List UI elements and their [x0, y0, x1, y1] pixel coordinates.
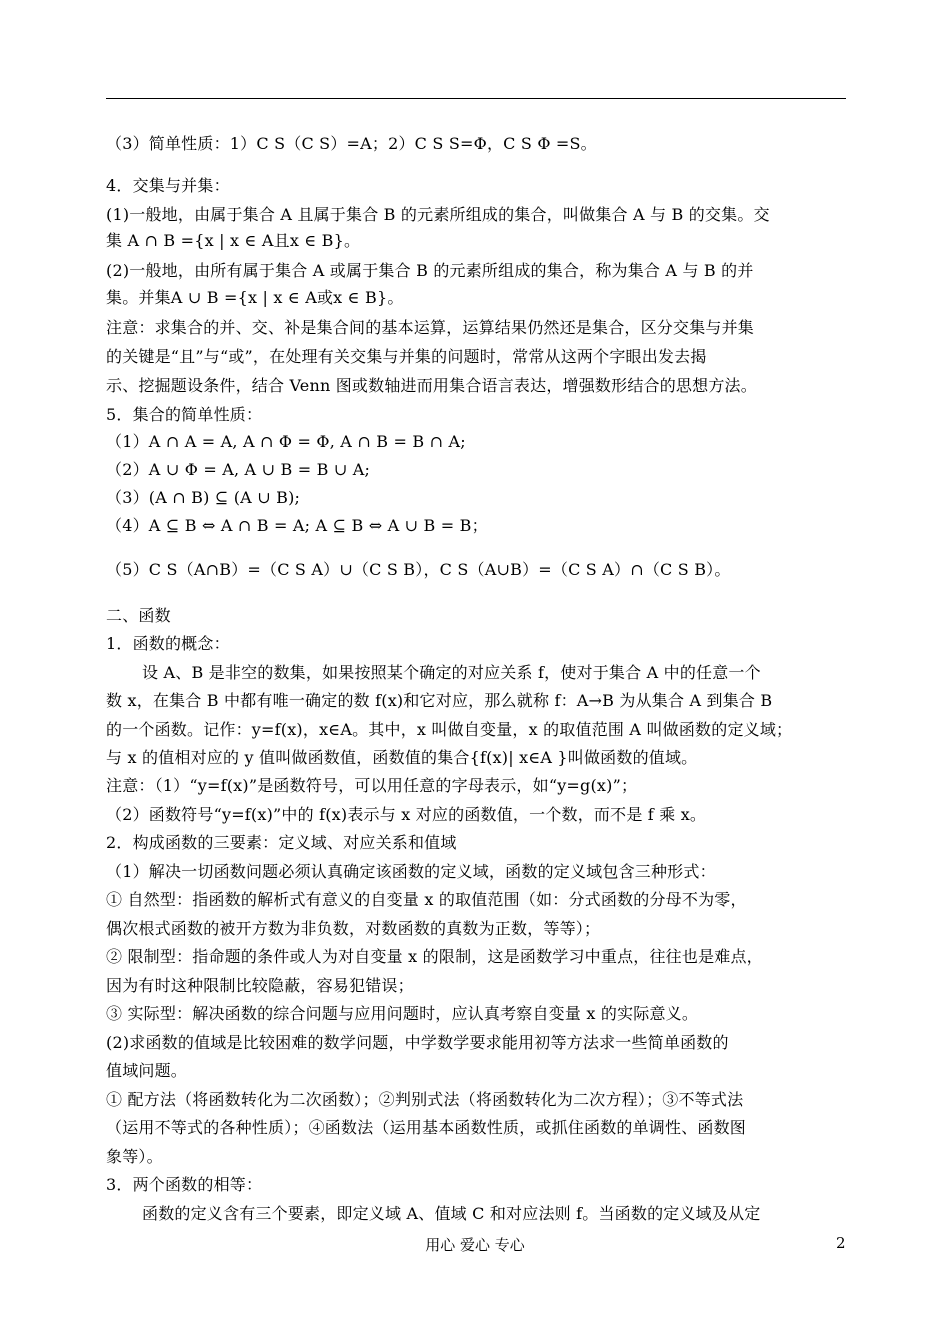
text-line: （3）简单性质：1）C S（C S）=A；2）C S S=Φ，C S Φ =S。: [106, 134, 597, 153]
text-line: 函数的定义含有三个要素，即定义域 A、值域 C 和对应法则 f。当函数的定义域及从定: [142, 1204, 761, 1223]
text-line: (2)一般地，由所有属于集合 A 或属于集合 B 的元素所组成的集合，称为集合 A 与 B 的并: [106, 261, 754, 280]
text-line: 二、函数: [106, 606, 171, 625]
text-line: 的关键是“且”与“或”，在处理有关交集与并集的问题时，常常从这两个字眼出发去揭: [106, 347, 707, 366]
text-line: （2）A ∪ Φ = A, A ∪ B = B ∪ A;: [106, 460, 371, 479]
text-line: （3）(A ∩ B) ⊆ (A ∪ B);: [106, 488, 301, 507]
text-line: 数 x，在集合 B 中都有唯一确定的数 f(x)和它对应，那么就称 f：A→B 为从集合 A 到集合 B: [106, 691, 773, 710]
text-line: 4．交集与并集：: [106, 176, 230, 195]
text-line: （5）C S（A∩B）=（C S A）∪（C S B），C S（A∪B）=（C S A）∩（C S B）。: [106, 560, 731, 579]
text-line: 偶次根式函数的被开方数为非负数，对数函数的真数为正数，等等）；: [106, 919, 601, 938]
text-line: 集。并集A ∪ B ={x | x ∈ A或x ∈ B}。: [106, 288, 404, 307]
page-number: 2: [836, 1234, 846, 1252]
text-line: ① 配方法（将函数转化为二次函数）；②判别式法（将函数转化为二次方程）；③不等式法: [106, 1090, 744, 1109]
text-line: ② 限制型：指命题的条件或人为对自变量 x 的限制，这是函数学习中重点，往往也是难点，: [106, 947, 763, 966]
text-line: 1．函数的概念：: [106, 634, 230, 653]
text-line: 设 A、B 是非空的数集，如果按照某个确定的对应关系 f，使对于集合 A 中的任意一个: [142, 663, 761, 682]
text-line: （1）A ∩ A = A, A ∩ Φ = Φ, A ∩ B = B ∩ A;: [106, 432, 466, 451]
text-line: （1）解决一切函数问题必须认真确定该函数的定义域，函数的定义域包含三种形式：: [106, 862, 716, 881]
text-line: 注意：（1）“y=f(x)”是函数符号，可以用任意的字母表示，如“y=g(x)”；: [106, 776, 638, 795]
text-line: (2)求函数的值域是比较困难的数学问题，中学数学要求能用初等方法求一些简单函数的: [106, 1033, 729, 1052]
text-line: （4）A ⊆ B ⇔ A ∩ B = A; A ⊆ B ⇔ A ∪ B = B；: [106, 516, 488, 535]
text-line: 注意：求集合的并、交、补是集合间的基本运算，运算结果仍然还是集合，区分交集与并集: [106, 318, 755, 337]
text-line: ③ 实际型：解决函数的综合问题与应用问题时，应认真考察自变量 x 的实际意义。: [106, 1004, 699, 1023]
text-line: 示、挖掘题设条件，结合 Venn 图或数轴进而用集合语言表达，增强数形结合的思想方法。: [106, 376, 757, 395]
text-line: 的一个函数。记作：y=f(x)，x∈A。其中，x 叫做自变量，x 的取值范围 A 叫做函数的定义域；: [106, 720, 793, 739]
text-line: （运用不等式的各种性质）；④函数法（运用基本函数性质，或抓住函数的单调性、函数图: [106, 1118, 747, 1137]
text-line: ① 自然型：指函数的解析式有意义的自变量 x 的取值范围（如：分式函数的分母不为零，: [106, 890, 747, 909]
text-line: 与 x 的值相对应的 y 值叫做函数值，函数值的集合{f(x)| x∈A }叫做函数的值域。: [106, 748, 698, 767]
text-line: 2．构成函数的三要素：定义域、对应关系和值域: [106, 833, 457, 852]
header-rule: [106, 98, 846, 99]
text-line: 集 A ∩ B ={x | x ∈ A且x ∈ B}。: [106, 231, 361, 250]
text-line: （2）函数符号“y=f(x)”中的 f(x)表示与 x 对应的函数值，一个数，而不是 f 乘 x。: [106, 805, 707, 824]
text-line: 3．两个函数的相等：: [106, 1175, 263, 1194]
text-line: 5．集合的简单性质：: [106, 405, 263, 424]
text-line: 值域问题。: [106, 1061, 188, 1080]
text-line: 因为有时这种限制比较隐蔽，容易犯错误；: [106, 976, 414, 995]
text-line: (1)一般地，由属于集合 A 且属于集合 B 的元素所组成的集合，叫做集合 A 与 B 的交集。交: [106, 205, 770, 224]
footer-motto: 用心 爱心 专心: [425, 1236, 525, 1254]
text-line: 象等）。: [106, 1147, 163, 1166]
